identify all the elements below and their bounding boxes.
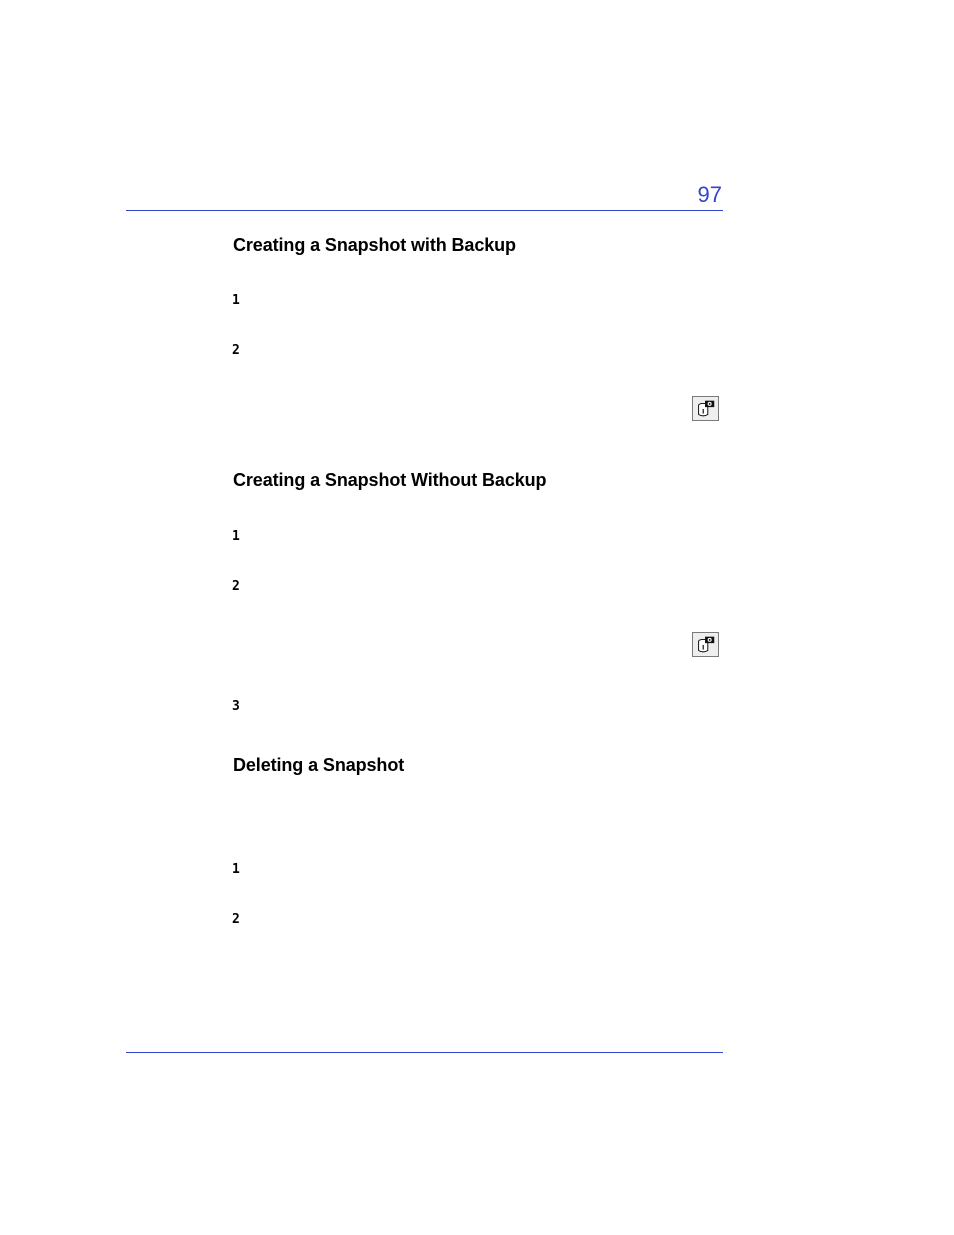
page-number: 97: [697, 182, 722, 207]
snapshot-icon: [692, 396, 719, 421]
step-number: 2: [232, 912, 240, 927]
section-heading-snapshot-with-backup: Creating a Snapshot with Backup: [233, 235, 516, 255]
header-rule: [126, 210, 723, 211]
step-number: 1: [232, 293, 240, 308]
snapshot-icon: [692, 632, 719, 657]
section-heading-deleting-snapshot: Deleting a Snapshot: [233, 755, 405, 775]
section-heading-snapshot-without-backup: Creating a Snapshot Without Backup: [233, 470, 547, 490]
step-number: 2: [232, 579, 240, 594]
step-number: 1: [232, 529, 240, 544]
footer-rule: [126, 1052, 723, 1053]
step-number: 3: [232, 699, 240, 714]
step-number: 2: [232, 343, 240, 358]
step-number: 1: [232, 862, 240, 877]
